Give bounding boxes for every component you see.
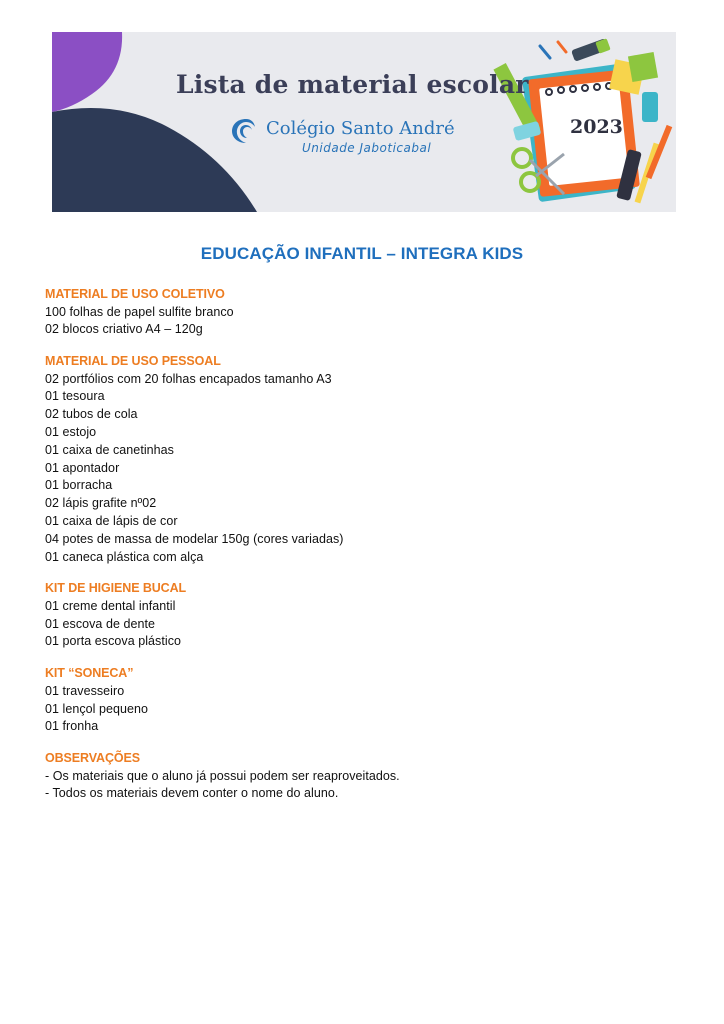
list-item: - Todos os materiais devem conter o nome do aluno.	[45, 786, 339, 801]
school-unit: Unidade Jaboticabal	[302, 141, 432, 155]
section-collective	[45, 286, 685, 339]
list-item: 01 caneca plástica com alça	[45, 549, 204, 564]
section-oral-hygiene	[45, 580, 685, 651]
list-item: 01 creme dental infantil	[45, 598, 176, 613]
section-personal	[45, 353, 685, 566]
section-heading: OBSERVAÇÕES	[45, 751, 140, 766]
list-item: 100 folhas de papel sulfite branco	[45, 304, 234, 319]
list-item: 01 fronha	[45, 719, 99, 734]
list-item: 02 tubos de cola	[45, 407, 138, 422]
list-item: - Os materiais que o aluno já possui podem ser reaproveitados.	[45, 768, 400, 783]
material-list	[45, 286, 685, 817]
list-item: 01 porta escova plástico	[45, 634, 182, 649]
year-label: 2023	[570, 116, 623, 138]
list-item: 01 apontador	[45, 460, 120, 475]
list-item: 01 lençol pequeno	[45, 701, 149, 716]
list-item: 02 blocos criativo A4 – 120g	[45, 322, 203, 337]
school-name: Colégio Santo André	[266, 118, 455, 139]
document-title: EDUCAÇÃO INFANTIL – INTEGRA KIDS	[200, 244, 524, 263]
list-item: 02 portfólios com 20 folhas encapados tamanho A3	[45, 371, 332, 386]
section-heading: MATERIAL DE USO PESSOAL	[45, 354, 221, 369]
list-item: 01 caixa de canetinhas	[45, 442, 174, 457]
section-observations	[45, 750, 685, 803]
section-heading: KIT DE HIGIENE BUCAL	[45, 581, 187, 596]
section-heading: KIT “SONECA”	[45, 666, 134, 681]
school-logo-icon	[230, 116, 262, 146]
list-item: 01 travesseiro	[45, 683, 125, 698]
list-item: 01 escova de dente	[45, 616, 156, 631]
list-item: 01 estojo	[45, 424, 97, 439]
list-item: 04 potes de massa de modelar 150g (cores variadas)	[45, 531, 344, 546]
section-heading: MATERIAL DE USO COLETIVO	[45, 287, 225, 301]
list-item: 01 tesoura	[45, 389, 105, 404]
section-nap-kit	[45, 665, 685, 736]
banner-title: Lista de material escolar	[176, 70, 529, 99]
list-item: 01 borracha	[45, 478, 113, 493]
header-banner	[52, 32, 676, 212]
list-item: 01 caixa de lápis de cor	[45, 513, 178, 528]
list-item: 02 lápis grafite nº02	[45, 496, 157, 511]
